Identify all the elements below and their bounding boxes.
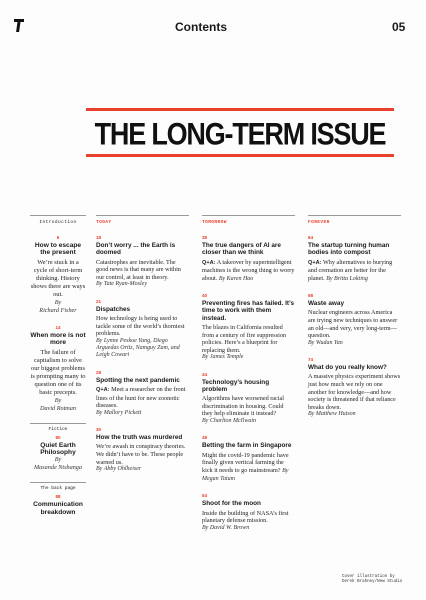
page-number: 05 [392, 20, 406, 34]
page-title: Contents [175, 20, 227, 34]
entry-description [308, 259, 401, 283]
entry-author: Masande Ntshanga [34, 464, 82, 472]
toc-entry[interactable] [202, 372, 295, 426]
column-rule [96, 215, 189, 216]
entry-description: Algorithms have worsened racial discrimination in housing. Could they help eliminate it instead? [202, 395, 284, 418]
entry-description [202, 452, 295, 484]
entry-description: A massive physics experiment shows just how much we rely on one another for knowledge—and how society is threatened if that reliance breaks down. [308, 373, 401, 411]
forever-column [308, 215, 401, 419]
entry-byline: By Mallory Pickett [96, 409, 142, 416]
qa-label: Q+A: [308, 259, 322, 266]
entry-page: 48 [202, 435, 208, 441]
toc-entry[interactable] [30, 435, 86, 473]
entry-page: 6 [56, 235, 60, 240]
entry-page: 68 [308, 293, 314, 299]
entry-byline: By Wudan Yan [308, 339, 343, 346]
credit-line: Derek Brahney/New Studio [342, 580, 403, 585]
entry-description: We’re stuck in a cycle of short-term thinking. History shows there are ways out. [30, 258, 86, 298]
toc-entry[interactable] [202, 493, 295, 532]
entry-title: Preventing fires has failed. It’s time to work with them instead. [202, 300, 295, 322]
entry-page: 18 [96, 235, 102, 240]
entry-page: 74 [308, 357, 314, 363]
section-heading: Fiction [48, 426, 68, 432]
entry-title: What do you really know? [308, 364, 387, 372]
toc-entry[interactable] [308, 357, 401, 419]
entry-description [96, 386, 189, 410]
column-heading: TODAY [96, 220, 112, 225]
column-rule [308, 215, 401, 216]
column-rule [30, 215, 86, 216]
entry-title: Dispatches [96, 305, 131, 313]
entry-description-text: A takeover by superintelligent machines is the wrong thing to worry about. [202, 258, 295, 282]
entry-title: Shoot for the moon [202, 500, 261, 508]
entry-title: How to escape the present [34, 242, 82, 257]
entry-author: Richard Fisher [39, 306, 77, 314]
entry-page: 88 [55, 494, 61, 500]
section-heading: The back page [40, 486, 76, 492]
toc-entry[interactable] [308, 293, 401, 347]
credit-line: Cover illustration by [342, 575, 395, 579]
entry-author: David Rotman [40, 404, 76, 412]
entry-description [202, 259, 295, 283]
entry-page: 30 [96, 427, 102, 433]
entry-by: By [54, 456, 62, 464]
entry-byline: By Lynne Peskoe Yang, Diego Arguedas Ortiz, Namguy Zam, and Leigh Cowart [96, 337, 180, 359]
entry-page: 38 [202, 235, 208, 240]
entry-page: 28 [96, 369, 102, 375]
entry-title: How the truth was murdered [96, 434, 183, 442]
entry-description: Catastrophes are inevitable. The good news is that many are within our control, at least in theory. [96, 258, 181, 281]
entry-page: 21 [96, 298, 102, 304]
entry-description: Inside the building of NASA’s first planetary defense mission. [202, 509, 289, 525]
section-rule [30, 423, 86, 424]
toc-entry[interactable] [308, 235, 401, 283]
column-heading: FOREVER [308, 220, 330, 225]
column-heading: Introduction [39, 220, 77, 225]
toc-entry[interactable] [202, 235, 295, 283]
entry-title: Communication breakdown [33, 501, 83, 516]
entry-page: 64 [308, 235, 314, 240]
entry-description: Nuclear engineers across America are trying new techniques to answer an old—and very, very long-term—question. [308, 309, 398, 340]
toc-entry[interactable] [30, 494, 86, 516]
entry-byline: By Karen Hao [218, 275, 254, 282]
entry-title: Don’t worry ... the Earth is doomed [96, 242, 176, 257]
entry-page: 80 [55, 434, 61, 440]
entry-title: Quiet Earth Philosophy [40, 441, 76, 457]
column-heading: TOMORROW [202, 220, 227, 225]
toc-entry[interactable] [96, 235, 189, 289]
entry-title: When more is not more [30, 331, 86, 347]
hero-bottom-rule [86, 154, 394, 157]
cover-credit [342, 575, 402, 586]
entry-title: Technology’s housing problem [202, 378, 270, 393]
entry-description-text: Why alternatives to burying and cremation are better for the planet. [308, 258, 393, 282]
toc-entry[interactable] [96, 370, 189, 417]
toc-entry[interactable] [202, 435, 295, 483]
qa-label: Q+A: [96, 386, 110, 393]
entry-title: Spotting the next pandemic [96, 376, 180, 384]
entry-byline: By Abby Ohlheiser [96, 466, 142, 473]
entry-description: The failure of capitalism to solve our biggest problems is prompting many to question one of its basic precepts. [30, 348, 86, 396]
tomorrow-column [202, 215, 295, 532]
toc-entry[interactable] [30, 325, 86, 413]
toc-entry[interactable] [30, 235, 86, 315]
hero-title: THE LONG-TERM ISSUE [94, 116, 386, 152]
entry-byline: By Charlton McIlwain [202, 418, 256, 425]
entry-by: By [54, 396, 62, 404]
hero-top-rule [86, 108, 394, 111]
section-rule [30, 482, 86, 483]
entry-title: Waste away [308, 300, 344, 308]
t-logo-icon [14, 19, 24, 33]
entry-page: 14 [55, 324, 61, 330]
entry-description: How technology is being used to tackle some of the world’s thorniest problems. [96, 314, 185, 338]
entry-byline: By Megan Tatum [202, 467, 289, 483]
entry-byline: By Tate Ryan-Mosley [96, 281, 147, 288]
entry-title: The true dangers of AI are closer than we think [202, 242, 281, 257]
entry-title: Betting the farm in Singapore [202, 442, 292, 450]
entry-description: We’re awash in conspiracy theories. We didn’t have to be. These people warned us. [96, 443, 186, 466]
entry-byline: By Britta Lokting [326, 275, 368, 282]
column-rule [202, 215, 295, 216]
entry-description-text: Might the covid-19 pandemic have finally given vertical farming the kick it needs to go mainstream? [202, 451, 289, 474]
entry-byline: By James Temple [202, 354, 244, 361]
today-column [96, 215, 189, 473]
qa-label: Q+A: [202, 259, 216, 266]
toc-entry[interactable] [96, 299, 189, 360]
toc-entry[interactable] [96, 427, 189, 473]
entry-byline: By David W. Brown [202, 524, 250, 531]
entry-page: 40 [202, 293, 208, 299]
toc-entry[interactable] [202, 293, 295, 362]
entry-page: 54 [202, 493, 208, 499]
entry-description-text: Meet a researcher on the front lines of the hunt for new zoonotic diseases. [96, 385, 186, 410]
entry-title: The startup turning human bodies into compost [308, 242, 390, 257]
entry-page: 44 [202, 371, 208, 377]
entry-description: The blazes in California resulted from a century of fire suppression policies. Here’s a blueprint for replacing them. [202, 323, 287, 354]
entry-byline: By Matthew Hutson [308, 411, 356, 418]
entry-by: By [54, 298, 62, 306]
intro-column [30, 215, 86, 516]
